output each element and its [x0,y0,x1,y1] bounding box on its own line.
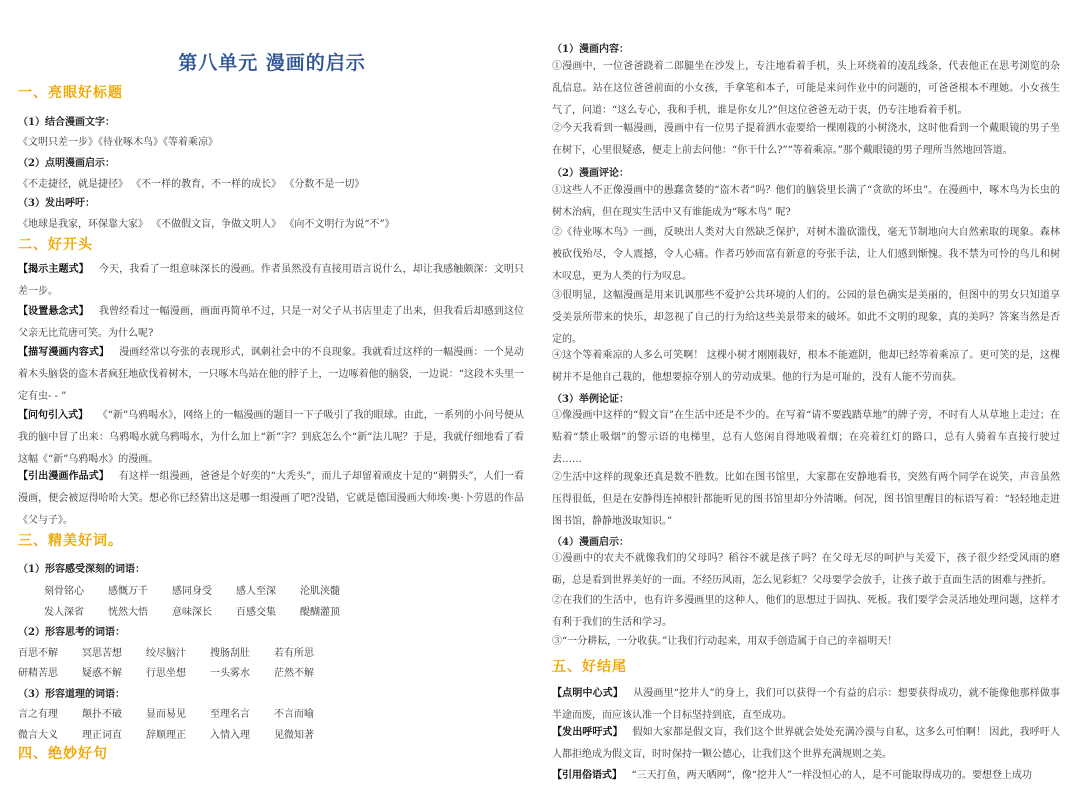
paragraph: ①漫画中的农夫不就像我们的父母吗？稻谷不就是孩子吗？在父母无尽的呵护与关爱下，孩子很少经受风雨的磨砺，总是看到世界美好的一面。不经历风雨，怎么见彩虹？父母要学会放手，让孩子敢于直面生活的困难与挫折。 [552,553,1060,586]
word: 一头雾水 [210,668,250,679]
paragraph: ①像漫画中这样的“假文盲”在生活中还是不少的。在写着“请不要践踏草地”的牌子旁，不时有人从草地上走过；在贴着“禁止吸烟”的警示语的电梯里，总有人悠闲自得地吸着烟；在亮着红灯的路口，总有人骑着车直接行驶过去…… [552,410,1060,465]
word-row [18,664,314,679]
paragraph: 【引出漫画作品式】 有这样一组漫画，爸爸是个好奕的“大秃头”，而儿子却留着顽皮十足的“刺猬头”，人们一看漫画，便会被逗得哈哈大笑。想必你已经猜出这是哪一组漫画了吧?没错，它就是德国漫画大师埃·奥·卜劳恩的作品《父与子》。 [18,471,525,526]
subheading: （1）漫画内容： [552,44,629,55]
subheading: （3）形容道理的词语： [18,689,125,700]
subheading: （1）结合漫画文字： [18,117,115,128]
subheading: （4）漫画启示： [552,537,629,548]
word-row [18,705,314,720]
word: 显而易见 [146,709,186,720]
word: 若有所思 [274,648,314,659]
word-row [18,726,314,741]
word: 辞顺理正 [146,730,186,741]
word: 百感交集 [236,607,276,618]
paragraph: 【发出呼吁式】 假如大家都是假文盲，我们这个世界就会处处充满冷漠与自私，这多么可怕啊！ 因此，我呼吁人人都拒绝成为假文盲，时时保持一颗公德心，让我们这个世界充满规则之美。 [552,727,1060,760]
subheading: （2）形容思考的词语： [18,627,125,638]
paragraph: ④这个等着乘凉的人多么可笑啊！ 这棵小树才刚刚栽好，根本不能遮阴，他却已经等着乘凉了。更可笑的是，这棵树并不是他自己栽的，他想要掠夺别人的劳动成果。他的行为是可耻的，没有人能不劳而获。 [552,350,1060,383]
subheading: （3）举例论证： [552,394,629,405]
text-line: 《文明只差一步》《待业啄木鸟》《等着乘凉》 [18,137,218,148]
word: 疑惑不解 [82,668,122,679]
paragraph: ①漫画中，一位爸爸跷着二郎腿坐在沙发上，专注地看着手机，头上环绕着的凌乱线条，代表他正在思考浏览的杂乱信息。站在这位爸爸前面的小女孩，手拿笔和本子，可能是来问作业中的问题的，可爸爸根本不理她。小女孩生气了，问道：“这么专心，我和手机，谁是你女儿?”但这位爸爸无动于衷，仍专注地看着手机。 [552,61,1060,116]
subheading: （1）形容感受深刻的词语： [18,564,145,575]
word: 搜肠刮肚 [210,648,250,659]
section-heading-sentences: 四、绝妙好句 [18,746,108,762]
word: 绞尽脑汁 [146,648,186,659]
paragraph: 【问句引入式】 《“新”乌鸦喝水》，网络上的一幅漫画的题目一下子吸引了我的眼球。由此，一系列的小问号便从我的脑中冒了出来：乌鸦喝水就乌鸦喝水，为什么加上“新”字？到底怎么个“新”法儿呢？于是，我就仔细地看了看这幅《“新”乌鸦喝水》的漫画。 [18,410,524,465]
subheading: （2）点明漫画启示： [18,158,115,169]
word: 研精苦思 [18,668,58,679]
section-heading-titles: 一、亮眼好标题 [18,85,123,101]
word: 行思坐想 [146,668,186,679]
word: 感人至深 [236,586,276,597]
word-row [44,603,340,618]
word: 入情入理 [210,730,250,741]
word: 冥思苦想 [82,648,122,659]
word-row [44,582,340,597]
paragraph: ③很明显，这幅漫画是用来讥讽那些不爱护公共环境的人们的。公园的景色确实是美丽的，但图中的男女只知道享受美景所带来的快乐，却忽视了自己的行为给这些美景带来的破坏。如此不文明的现象，真的美吗？答案当然是否定的。 [552,290,1060,345]
word: 恍然大悟 [108,607,148,618]
paragraph: 【揭示主题式】 今天，我看了一组意味深长的漫画。作者虽然没有直接用语言说什么，却让我感触颇深：文明只差一步。 [18,264,524,297]
paragraph: ②生活中这样的现象还真是数不胜数。比如在图书馆里，大家都在安静地看书，突然有两个同学在说笑，声音虽然压得很低，但是在安静得连掉根针都能听见的图书馆里却分外清晰。何况，图书馆里醒目的标语写着：“轻轻地走进图书馆，静静地汲取知识。” [552,472,1060,527]
section-heading-words: 三、精美好词。 [18,533,123,549]
word: 醍醐灌顶 [300,607,340,618]
word: 刻骨铭心 [44,586,84,597]
paragraph: ②在我们的生活中，也有许多漫画里的这种人，他们的思想过于固执、死板。我们要学会灵活地处理问题，这样才有利于我们的生活和学习。 [552,595,1060,628]
word: 不言而喻 [274,709,314,720]
word: 感同身受 [172,586,212,597]
section-heading-endings: 五、好结尾 [552,659,627,675]
word: 感慨万千 [108,586,148,597]
subheading: （3）发出呼吁： [18,198,95,209]
paragraph: 【引用俗语式】 “三天打鱼，两天晒网”，像“挖井人”一样没恒心的人，是不可能取得成功的。要想登上成功 [552,770,1032,781]
word: 微言大义 [18,730,58,741]
word: 沦肌浃髓 [300,586,340,597]
word: 意味深长 [172,607,212,618]
paragraph: ②《待业啄木鸟》一画，反映出人类对大自然缺乏保护，对树木滥砍滥伐，毫无节制地向大自然索取的现象。森林被砍伐殆尽，令人震撼，令人心痛。作者巧妙而富有新意的夸张手法，让人们感到惭愧。我不禁为可怜的鸟儿和树木叹息，更为人类的行为叹息。 [552,227,1060,282]
text-line: 《不走捷径，就是捷径》 《不一样的教育，不一样的成长》 《分数不是一切》 [18,179,365,190]
paragraph: ②今天我看到一幅漫画，漫画中有一位男子提着洒水壶要给一棵刚栽的小树浇水，这时他看到一个戴眼镜的男子坐在树下，心里很疑惑，便走上前去问他：“你干什么?”“等着乘凉。”那个戴眼镜的男子理所当然地回答道。 [552,123,1060,156]
word: 见微知著 [274,730,314,741]
word: 茫然不解 [274,668,314,679]
subheading: （2）漫画评论： [552,168,629,179]
text-line: 《地球是我家，环保靠大家》 《不做假文盲，争做文明人》 《向不文明行为说“不”》 [18,219,395,230]
word: 颠扑不破 [82,709,122,720]
paragraph: ③“一分耕耘，一分收获。”让我们行动起来，用双手创造属于自己的幸福明天！ [552,636,898,647]
word: 至理名言 [210,709,250,720]
paragraph: ①这些人不正像漫画中的愚蠢贪婪的“盗木者”吗？他们的脑袋里长满了“贪欲的坏虫”。在漫画中，啄木鸟为长虫的树木治病，但在现实生活中又有谁能成为“啄木鸟” 呢? [552,185,1060,218]
page-title: 第八单元 漫画的启示 [178,52,366,74]
word: 百思不解 [18,648,58,659]
paragraph: 【点明中心式】 从漫画里“挖井人”的身上，我们可以获得一个有益的启示：想要获得成功，就不能像他那样做事半途而废，而应该认准一个目标坚持到底，直至成功。 [552,688,1060,721]
word: 言之有理 [18,709,58,720]
word: 发人深省 [44,607,84,618]
word-row [18,644,314,659]
paragraph: 【描写漫画内容式】 漫画经常以夸张的表现形式，讽刺社会中的不良现象。我就看过这样的一幅漫画：一个晃动着木头脑袋的盗木者疯狂地砍伐着树木，一只啄木鸟站在他的脖子上，一边啄着他的脑袋，一边说：“这段木头里一定有虫- - ” [18,347,524,402]
section-heading-openings: 二、好开头 [18,237,93,253]
paragraph: 【设置悬念式】 我曾经看过一幅漫画，画面再简单不过，只是一对父子从书店里走了出来，但我看后却感到这位父亲无比荒唐可笑。为什么呢? [18,306,524,339]
word: 理正词直 [82,730,122,741]
